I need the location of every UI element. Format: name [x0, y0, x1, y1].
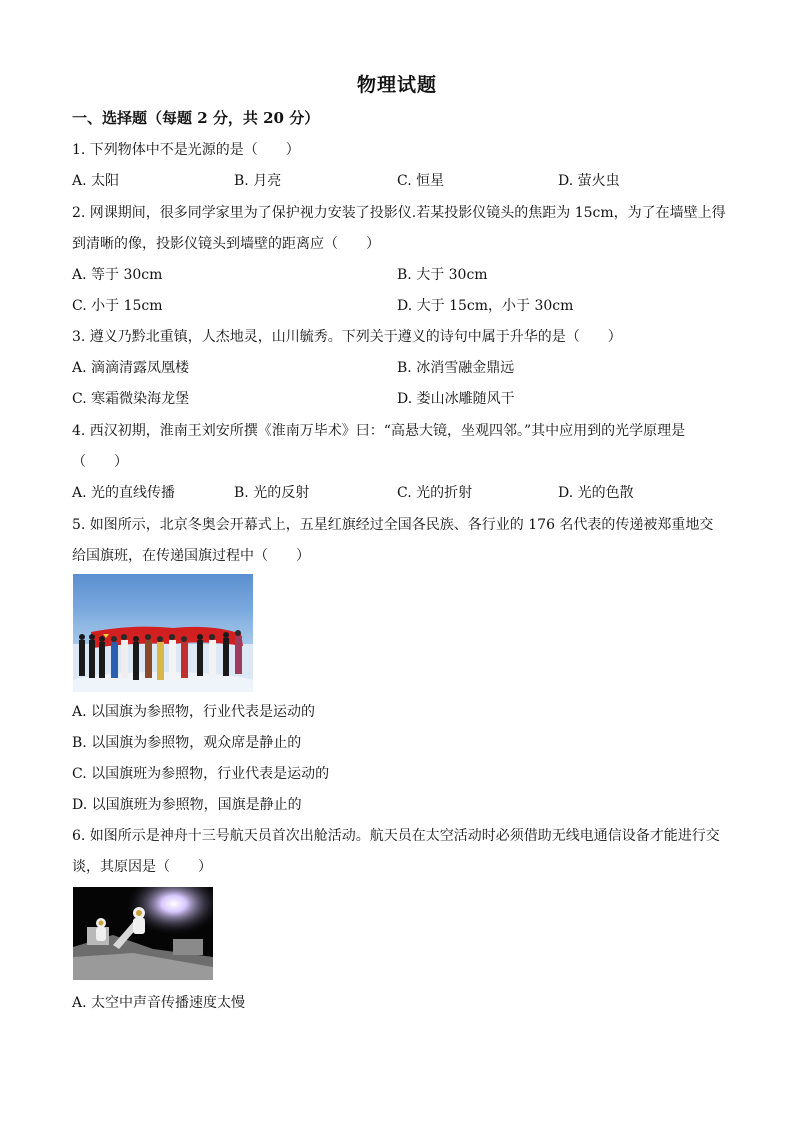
q1-option-a: A. 太阳	[72, 173, 120, 189]
q5-option-a: A. 以国旗为参照物，行业代表是运动的	[72, 704, 316, 720]
q1-option-b: B. 月亮	[234, 173, 282, 189]
question-2-stem-line-1: 2. 网课期间，很多同学家里为了保护视力安装了投影仪.若某投影仪镜头的焦距为 15cm，为了在墙壁上得	[72, 205, 726, 221]
q2-option-a: A. 等于 30cm	[72, 267, 163, 283]
question-2-stem-line-2: 到清晰的像，投影仪镜头到墙壁的距离应（ ）	[72, 236, 380, 252]
question-5-stem-line-2: 给国旗班，在传递国旗过程中（ ）	[72, 548, 310, 564]
question-6-stem-line-1: 6. 如图所示是神舟十三号航天员首次出舱活动。航天员在太空活动时必须借助无线电通信设备才能进行交	[72, 828, 720, 844]
spacewalk-illustration	[73, 887, 213, 980]
q2-option-d: D. 大于 15cm，小于 30cm	[397, 298, 574, 314]
q3-option-b: B. 冰消雪融金鼎远	[397, 360, 515, 376]
question-1-stem: 1. 下列物体中不是光源的是（ ）	[72, 142, 300, 158]
q1-option-c: C. 恒星	[397, 173, 445, 189]
question-3-stem: 3. 遵义乃黔北重镇，人杰地灵，山川毓秀。下列关于遵义的诗句中属于升华的是（ ）	[72, 329, 622, 345]
flag-ceremony-photo	[73, 574, 253, 692]
q4-option-c: C. 光的折射	[397, 485, 473, 501]
spacewalk-photo	[73, 887, 213, 980]
question-4-stem-line-2: （ ）	[72, 454, 128, 470]
question-5-stem-line-1: 5. 如图所示，北京冬奥会开幕式上，五星红旗经过全国各民族、各行业的 176 名代表的传递被郑重地交	[72, 517, 714, 533]
q4-option-a: A. 光的直线传播	[72, 485, 176, 501]
q3-option-d: D. 娄山冰雕随风干	[397, 391, 515, 407]
q5-option-d: D. 以国旗班为参照物，国旗是静止的	[72, 797, 302, 813]
flag-ceremony-illustration	[73, 574, 253, 692]
q6-option-a: A. 太空中声音传播速度太慢	[72, 995, 246, 1011]
question-6-stem-line-2: 谈，其原因是（ ）	[72, 859, 212, 875]
q5-option-c: C. 以国旗班为参照物，行业代表是运动的	[72, 766, 330, 782]
q5-option-b: B. 以国旗为参照物，观众席是静止的	[72, 735, 302, 751]
q1-option-d: D. 萤火虫	[558, 173, 620, 189]
q3-option-a: A. 滴滴清露凤凰楼	[72, 360, 190, 376]
q4-option-b: B. 光的反射	[234, 485, 310, 501]
question-4-stem-line-1: 4. 西汉初期，淮南王刘安所撰《淮南万毕术》曰：“高悬大镜，坐观四邻。”其中应用到的光学原理是	[72, 423, 686, 439]
q4-option-d: D. 光的色散	[558, 485, 634, 501]
q3-option-c: C. 寒霜微染海龙堡	[72, 391, 190, 407]
section-heading: 一、选择题（每题 2 分，共 20 分）	[72, 109, 320, 127]
page-title: 物理试题	[356, 74, 437, 96]
q2-option-c: C. 小于 15cm	[72, 298, 163, 314]
q2-option-b: B. 大于 30cm	[397, 267, 488, 283]
